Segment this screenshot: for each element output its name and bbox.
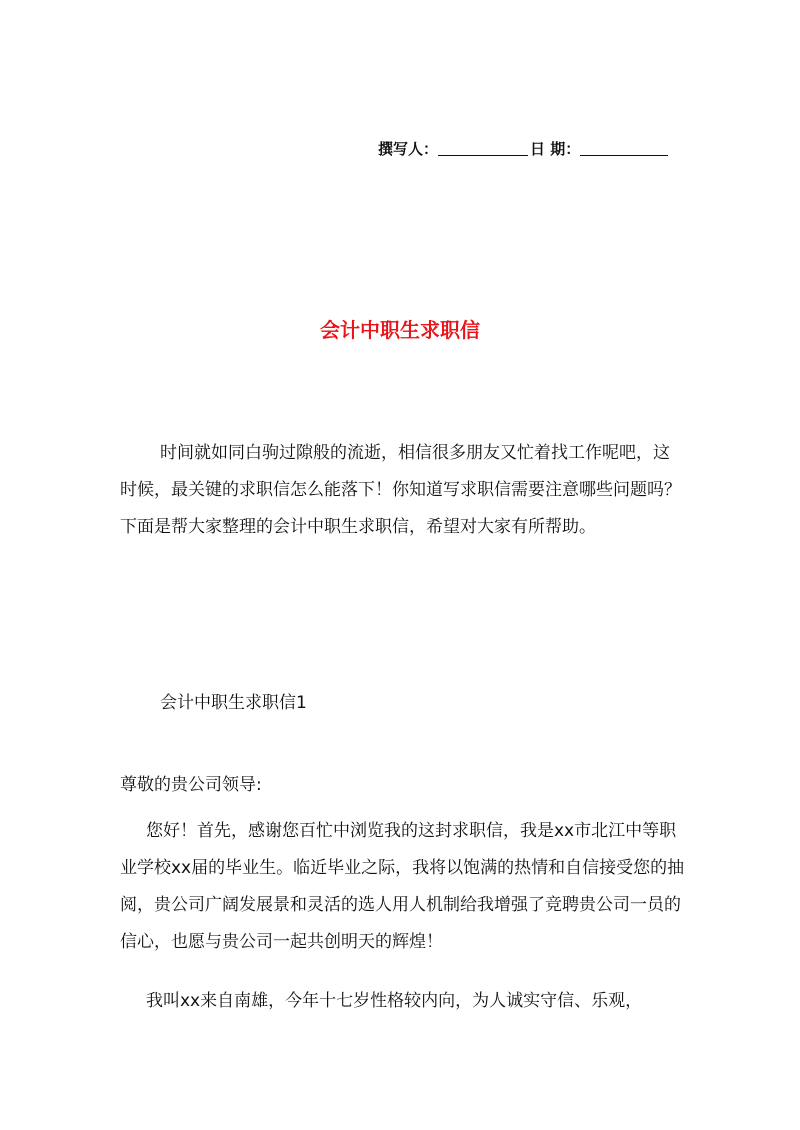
date-label: 日 期： xyxy=(530,140,581,158)
body-paragraph: 您好！首先，感谢您百忙中浏览我的这封求职信，我是xx市北江中等职业学校xx届的毕业生。临近毕业之际，我将以饱满的热情和自信接受您的抽阅，贵公司广阔发展景和灵活的选人用人机制给我增强了竞聘贵公司一员的信心，也愿与贵公司一起共创明天的辉煌！ xyxy=(120,821,685,952)
author-blank xyxy=(438,141,528,156)
intro-paragraph: 时间就如同白驹过隙般的流逝，相信很多朋友又忙着找工作呢吧，这时候，最关键的求职信怎么能落下！你知道写求职信需要注意哪些问题吗？下面是帮大家整理的会计中职生求职信，希望对大家有所帮助。 xyxy=(120,443,681,537)
document-title: 会计中职生求职信 xyxy=(320,318,480,342)
date-blank xyxy=(580,141,668,156)
header-line xyxy=(378,138,668,159)
section-title: 会计中职生求职信1 xyxy=(160,693,307,713)
body-paragraph: 我叫xx来自南雄，今年十七岁性格较内向，为人诚实守信、乐观， xyxy=(146,991,643,1011)
salutation: 尊敬的贵公司领导: xyxy=(120,775,262,795)
author-label: 撰写人： xyxy=(378,140,439,158)
